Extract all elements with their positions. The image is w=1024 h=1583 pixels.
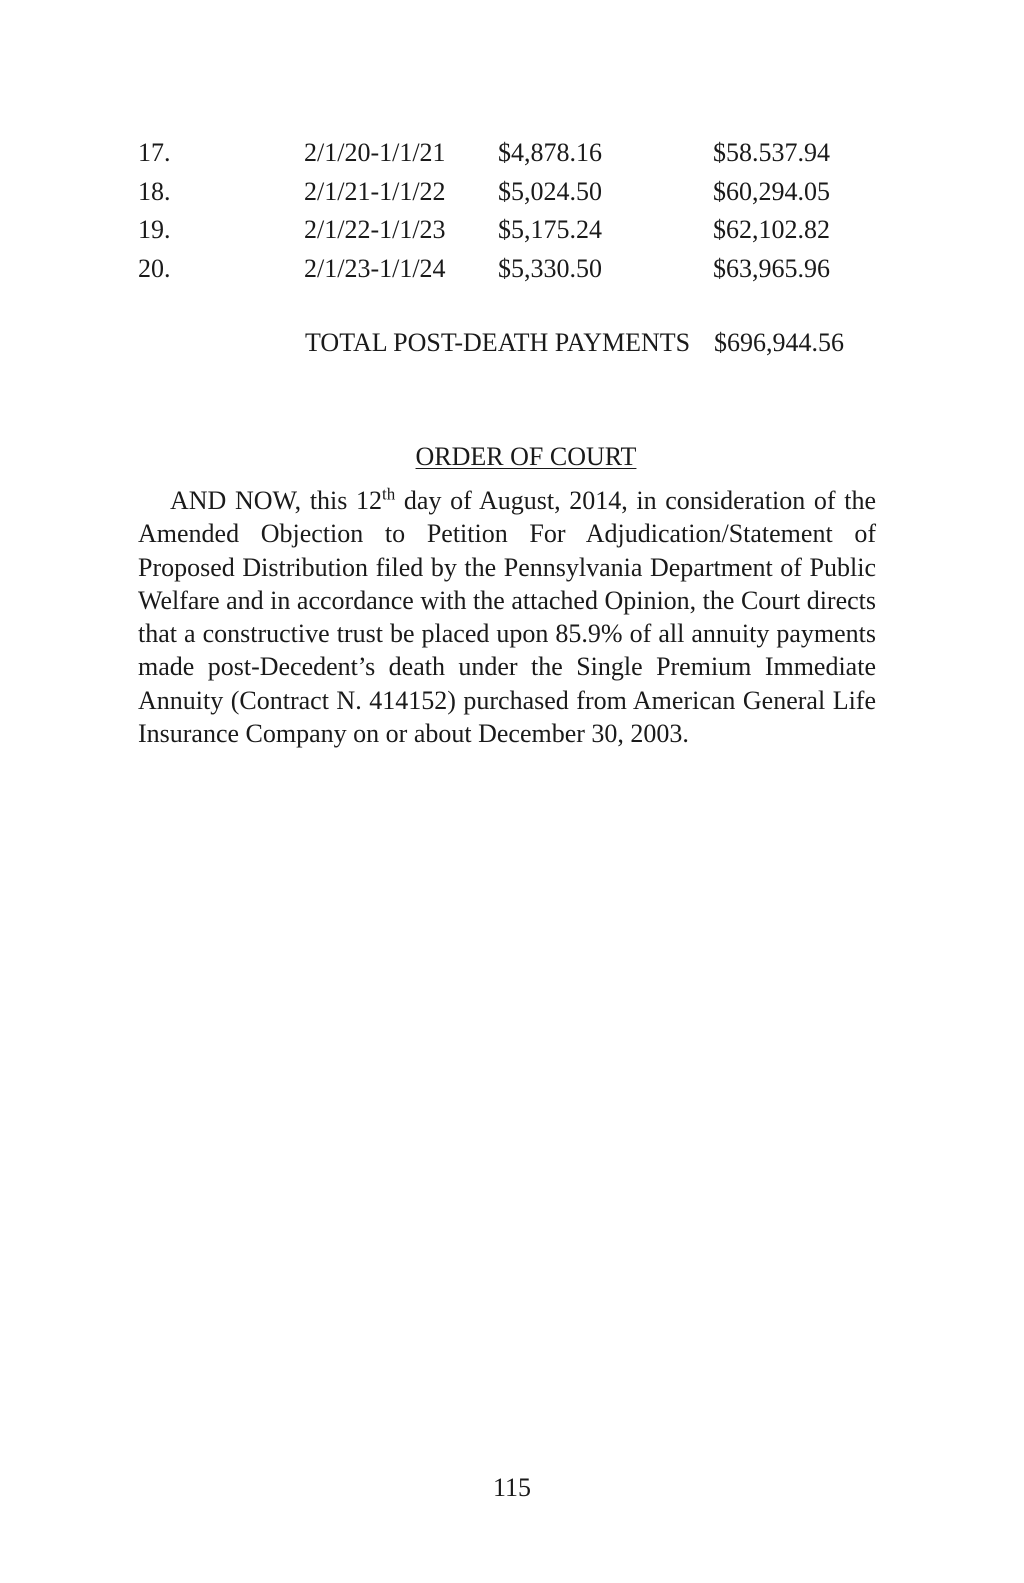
order-paragraph bbox=[138, 484, 876, 750]
order-title-text: ORDER OF COURT bbox=[415, 442, 637, 471]
row-number: 19. bbox=[138, 215, 171, 244]
table-row bbox=[138, 134, 878, 173]
payment-period: 2/1/23-1/1/24 bbox=[304, 253, 446, 283]
cumulative-total: $63,965.96 bbox=[713, 253, 830, 283]
page-number: 115 bbox=[492, 1473, 532, 1502]
payment-period: 2/1/21-1/1/22 bbox=[304, 176, 446, 206]
payment-period: 2/1/22-1/1/23 bbox=[304, 215, 446, 244]
annual-payment: $4,878.16 bbox=[498, 138, 602, 167]
order-text-rest: day of August, 2014, in consideration of the Amended Objection to Petition For Adjudication/Statement of Proposed Distribution filed by the Pennsylvania Department of Public Welfare and in accordance with the attached Opinion, the Court directs that a constructive trust be placed upon 85.9% of all annuity payments made post-Decedent’s death under the Single Premium Immediate Annuity (Contract N. 414152) purchased from American General Life Insurance Company on or about December 30, 2003. bbox=[138, 486, 876, 749]
total-value: $696,944.56 bbox=[714, 328, 844, 357]
annual-payment: $5,175.24 bbox=[498, 215, 602, 244]
total-label: TOTAL POST-DEATH PAYMENTS bbox=[305, 328, 691, 357]
row-number: 18. bbox=[138, 176, 171, 206]
cumulative-total: $62,102.82 bbox=[713, 215, 830, 244]
table-row bbox=[138, 173, 878, 212]
table-row bbox=[138, 211, 878, 250]
cumulative-total: $58.537.94 bbox=[713, 138, 830, 167]
ordinal-suffix: th bbox=[382, 484, 396, 504]
order-text-start: AND NOW, this 12 bbox=[170, 486, 383, 515]
annual-payment: $5,330.50 bbox=[498, 253, 602, 283]
table-row bbox=[138, 250, 878, 289]
annual-payment: $5,024.50 bbox=[498, 176, 602, 206]
row-number: 20. bbox=[138, 253, 171, 283]
order-heading bbox=[14, 440, 1024, 474]
cumulative-total: $60,294.05 bbox=[713, 176, 830, 206]
payment-period: 2/1/20-1/1/21 bbox=[304, 138, 446, 167]
payment-schedule-table bbox=[138, 134, 878, 288]
row-number: 17. bbox=[138, 138, 171, 167]
